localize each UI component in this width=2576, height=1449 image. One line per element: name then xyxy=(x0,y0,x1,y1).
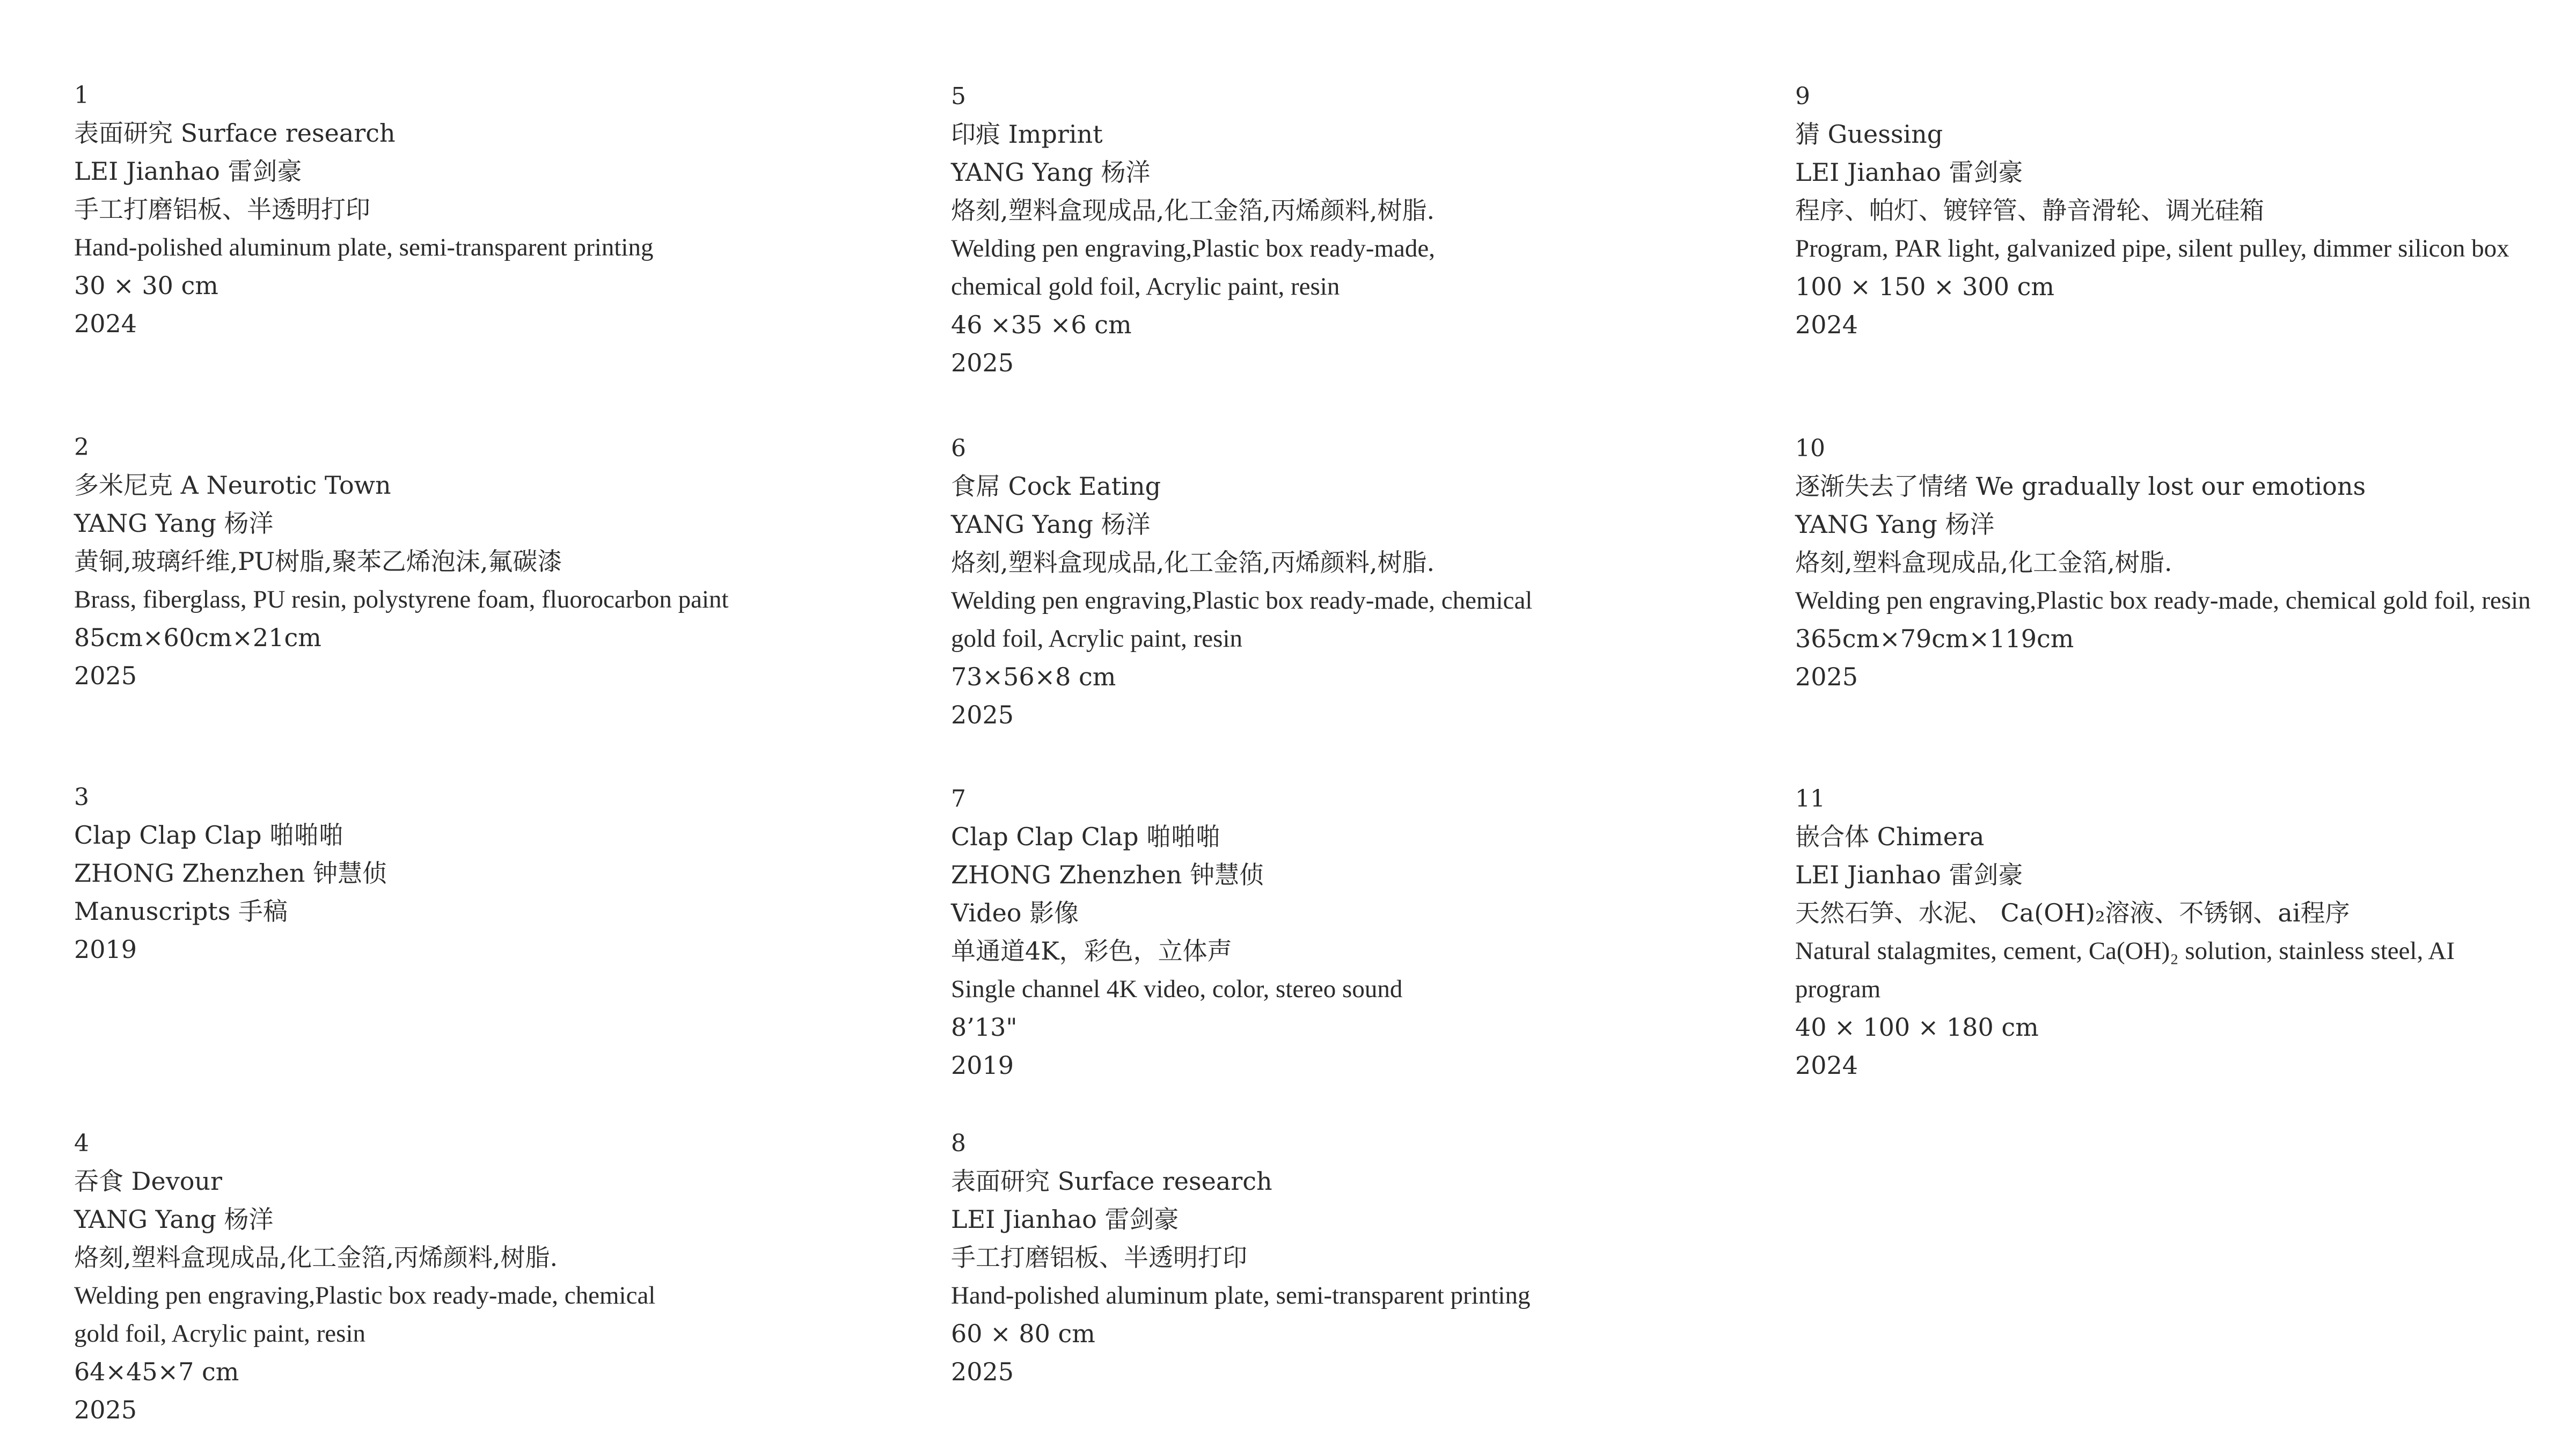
artwork-materials-zh: 黄铜,玻璃纤维,PU树脂,聚苯乙烯泡沫,氟碳漆 xyxy=(74,547,562,576)
artwork-dimensions: 40 × 100 × 180 cm xyxy=(1795,1013,2039,1042)
artwork-number: 4 xyxy=(74,1130,89,1157)
artwork-materials-en: Natural stalagmites, cement, Ca(OH)₂ solution, stainless steel, AI xyxy=(1795,937,2455,965)
artwork-entry-11 xyxy=(1795,780,2455,1085)
artwork-year: 2019 xyxy=(74,935,137,964)
artwork-format-zh: 单通道4K，彩色，立体声 xyxy=(951,936,1232,965)
artwork-materials-zh: 手工打磨铝板、半透明打印 xyxy=(74,195,370,224)
artwork-materials-zh: 烙刻,塑料盒现成品,化工金箔,丙烯颜料,树脂. xyxy=(74,1243,558,1272)
artwork-year: 2025 xyxy=(951,700,1014,729)
artwork-entry-8 xyxy=(951,1124,1530,1391)
artwork-number: 9 xyxy=(1795,83,1810,110)
artwork-title: 食屌 Cock Eating xyxy=(951,472,1161,501)
artwork-number: 1 xyxy=(74,82,89,109)
artwork-materials-zh: 天然石笋、水泥、 Ca(OH)₂溶液、不锈钢、ai程序 xyxy=(1795,898,2350,927)
artwork-title: Clap Clap Clap 啪啪啪 xyxy=(951,822,1221,851)
artwork-dimensions: 365cm×79cm×119cm xyxy=(1795,624,2074,653)
artwork-materials-zh: 烙刻,塑料盒现成品,化工金箔,丙烯颜料,树脂. xyxy=(951,548,1435,577)
artwork-artist: LEI Jianhao 雷剑豪 xyxy=(74,157,302,186)
artwork-entry-3 xyxy=(74,778,387,969)
artwork-entry-1 xyxy=(74,76,653,343)
artwork-materials-en: Welding pen engraving,Plastic box ready-made, chemical xyxy=(74,1282,656,1309)
artwork-materials-en: Welding pen engraving,Plastic box ready-made, chemical xyxy=(951,587,1533,614)
artwork-format-en: Single channel 4K video, color, stereo sound xyxy=(951,975,1403,1003)
artwork-materials-en: Brass, fiberglass, PU resin, polystyrene foam, fluorocarbon paint xyxy=(74,586,729,613)
artwork-artist: LEI Jianhao 雷剑豪 xyxy=(1795,158,2023,187)
artwork-artist: YANG Yang 杨洋 xyxy=(951,510,1151,539)
artwork-artist: YANG Yang 杨洋 xyxy=(74,1205,274,1234)
artwork-dimensions: 30 × 30 cm xyxy=(74,271,218,300)
artwork-dimensions: 100 × 150 × 300 cm xyxy=(1795,272,2054,301)
artwork-number: 7 xyxy=(951,785,966,813)
artwork-artist: YANG Yang 杨洋 xyxy=(74,509,274,538)
artwork-materials-en: Hand-polished aluminum plate, semi-transparent printing xyxy=(74,233,654,261)
artwork-materials-zh: 烙刻,塑料盒现成品,化工金箔,丙烯颜料,树脂. xyxy=(951,196,1435,225)
artwork-artist: ZHONG Zhenzhen 钟慧侦 xyxy=(74,859,387,888)
artwork-entry-7 xyxy=(951,780,1402,1085)
artwork-entry-6 xyxy=(951,429,1532,734)
artwork-year: 2019 xyxy=(951,1051,1014,1080)
artwork-dimensions: 73×56×8 cm xyxy=(951,662,1116,691)
artwork-dimensions: 46 ×35 ×6 cm xyxy=(951,310,1132,339)
artwork-year: 2025 xyxy=(951,1357,1014,1386)
artwork-title: 猜 Guessing xyxy=(1795,120,1943,149)
artwork-number: 6 xyxy=(951,435,966,462)
artwork-year: 2025 xyxy=(74,1395,137,1424)
artwork-number: 5 xyxy=(951,83,966,110)
artwork-title: 吞食 Devour xyxy=(74,1167,223,1196)
artwork-entry-2 xyxy=(74,428,729,695)
artwork-materials-zh: 程序、帕灯、镀锌管、静音滑轮、调光硅箱 xyxy=(1795,196,2264,225)
artwork-materials-en: Hand-polished aluminum plate, semi-transparent printing xyxy=(951,1282,1531,1309)
artwork-duration: 8’13" xyxy=(951,1013,1018,1042)
artwork-year: 2025 xyxy=(1795,662,1858,691)
artwork-number: 2 xyxy=(74,434,89,461)
artwork-materials-en-cont: chemical gold foil, Acrylic paint, resin xyxy=(951,273,1340,301)
artwork-dimensions: 85cm×60cm×21cm xyxy=(74,623,321,652)
artwork-title: 嵌合体 Chimera xyxy=(1795,822,1985,851)
artwork-materials-en-cont: gold foil, Acrylic paint, resin xyxy=(951,625,1243,653)
artwork-year: 2024 xyxy=(1795,310,1858,339)
artwork-entry-9 xyxy=(1795,77,2509,344)
artwork-number: 3 xyxy=(74,784,89,811)
artwork-number: 8 xyxy=(951,1130,966,1157)
artwork-number: 10 xyxy=(1795,435,1825,462)
artwork-year: 2025 xyxy=(951,348,1014,377)
artwork-title: Clap Clap Clap 啪啪啪 xyxy=(74,821,344,850)
artwork-materials-en-cont: program xyxy=(1795,975,1881,1003)
artwork-title: 表面研究 Surface research xyxy=(74,119,396,148)
artwork-title: 多米尼克 A Neurotic Town xyxy=(74,471,391,500)
artwork-materials-en-cont: gold foil, Acrylic paint, resin xyxy=(74,1320,366,1348)
artwork-artist: YANG Yang 杨洋 xyxy=(1795,510,1995,539)
artwork-year: 2024 xyxy=(1795,1051,1858,1080)
artwork-dimensions: 64×45×7 cm xyxy=(74,1357,239,1386)
artwork-medium: Manuscripts 手稿 xyxy=(74,897,288,926)
artwork-entry-5 xyxy=(951,77,1435,382)
artwork-artist: LEI Jianhao 雷剑豪 xyxy=(1795,860,2023,889)
artwork-materials-en: Welding pen engraving,Plastic box ready-made, xyxy=(951,235,1435,262)
artwork-entry-4 xyxy=(74,1124,655,1429)
artwork-artist: YANG Yang 杨洋 xyxy=(951,158,1151,187)
artwork-dimensions: 60 × 80 cm xyxy=(951,1319,1095,1348)
artwork-number: 11 xyxy=(1795,785,1825,813)
artwork-materials-en: Program, PAR light, galvanized pipe, silent pulley, dimmer silicon box xyxy=(1795,235,2509,262)
artwork-artist: LEI Jianhao 雷剑豪 xyxy=(951,1205,1179,1234)
artwork-materials-en: Welding pen engraving,Plastic box ready-made, chemical gold foil, resin xyxy=(1795,587,2531,614)
artwork-materials-zh: 烙刻,塑料盒现成品,化工金箔,树脂. xyxy=(1795,548,2172,577)
artwork-year: 2025 xyxy=(74,661,137,690)
artwork-medium: Video 影像 xyxy=(951,898,1079,927)
artwork-artist: ZHONG Zhenzhen 钟慧侦 xyxy=(951,860,1264,889)
artwork-title: 印痕 Imprint xyxy=(951,120,1103,149)
artwork-year: 2024 xyxy=(74,309,137,338)
artwork-materials-zh: 手工打磨铝板、半透明打印 xyxy=(951,1243,1247,1272)
artwork-title: 逐渐失去了情绪 We gradually lost our emotions xyxy=(1795,472,2366,501)
artwork-entry-10 xyxy=(1795,429,2531,696)
artwork-title: 表面研究 Surface research xyxy=(951,1167,1272,1196)
